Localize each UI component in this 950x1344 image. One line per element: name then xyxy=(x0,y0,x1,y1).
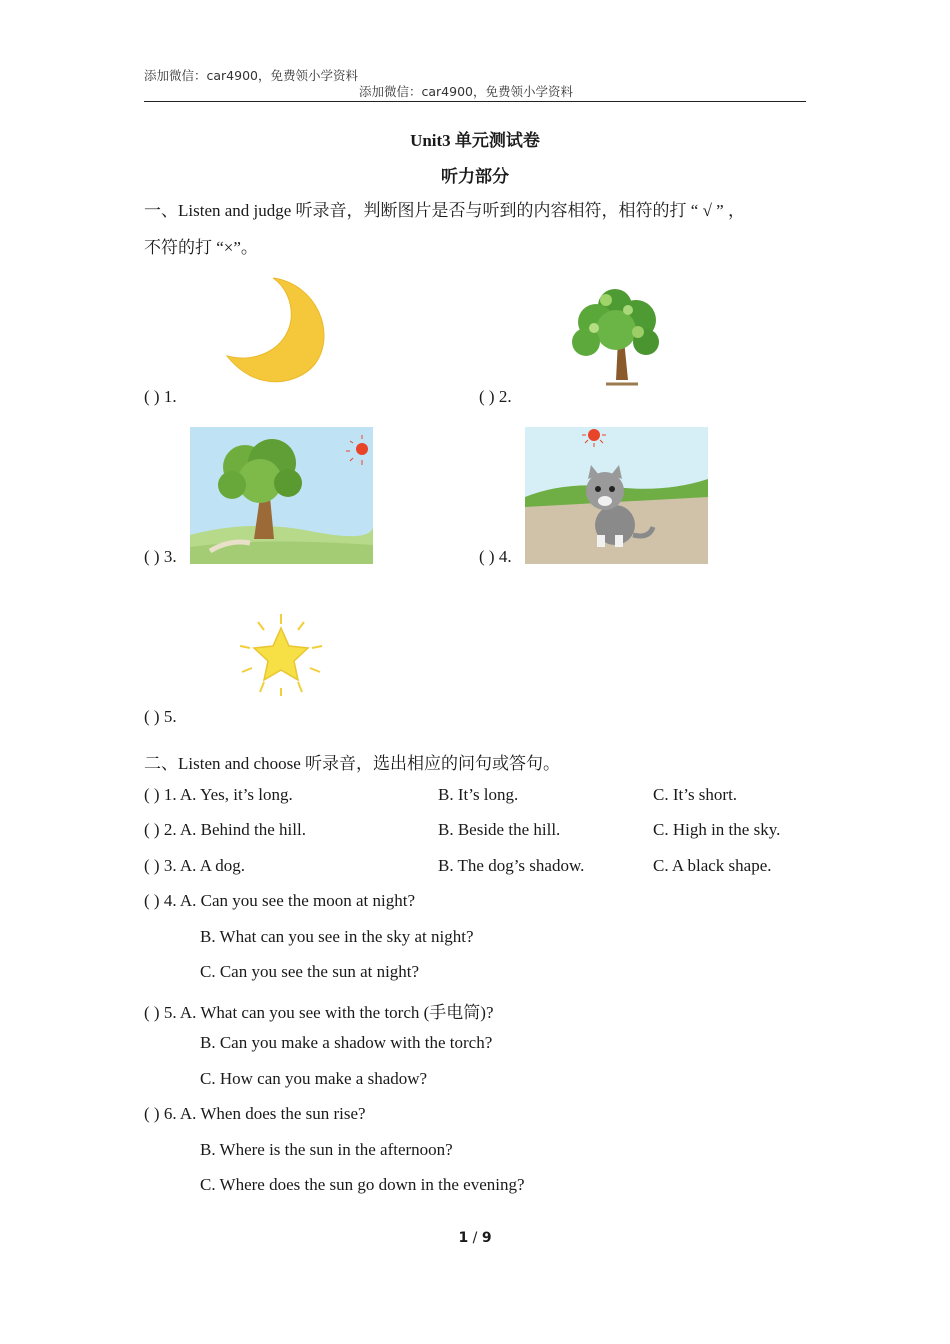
choose-option-4b: B. What can you see in the sky at night? xyxy=(200,927,474,946)
choose-option-2b: B. Beside the hill. xyxy=(438,820,561,839)
choose-question-6: ( ) 6. A. When does the sun rise? xyxy=(144,1104,366,1123)
choose-option-3b: B. The dog’s shadow. xyxy=(438,856,585,875)
watermark-top: 添加微信：car4900，免费领小学资料 xyxy=(144,68,358,83)
page-subtitle: 听力部分 xyxy=(441,167,509,186)
tree-hill-sun-picture xyxy=(190,427,373,564)
choose-option-1b: B. It’s long. xyxy=(438,785,519,804)
judge-item-3: ( ) 3. xyxy=(144,547,177,566)
moon-picture xyxy=(225,276,331,388)
judge-item-5: ( ) 5. xyxy=(144,707,177,726)
choose-option-6b: B. Where is the sun in the afternoon? xyxy=(200,1140,453,1159)
cat-road-sun-picture xyxy=(525,427,708,564)
page-current: 1 xyxy=(458,1230,469,1246)
watermark-header: 添加微信：car4900，免费领小学资料 xyxy=(359,84,573,99)
part2-instruction: 二、Listen and choose 听录音，选出相应的问句或答句。 xyxy=(144,754,560,773)
judge-item-4: ( ) 4. xyxy=(479,547,512,566)
choose-option-6c: C. Where does the sun go down in the evening? xyxy=(200,1175,525,1194)
choose-option-5b: B. Can you make a shadow with the torch? xyxy=(200,1033,493,1052)
choose-option-2c: C. High in the sky. xyxy=(653,820,781,839)
choose-option-1c: C. It’s short. xyxy=(653,785,738,804)
page-separator: / xyxy=(468,1230,482,1246)
choose-question-4: ( ) 4. A. Can you see the moon at night? xyxy=(144,891,416,910)
choose-question-5: ( ) 5. A. What can you see with the torch (手电筒)? xyxy=(144,1003,494,1022)
page-total: 9 xyxy=(481,1230,492,1246)
choose-option-5c: C. How can you make a shadow? xyxy=(200,1069,428,1088)
part1-instruction-line1: 一、Listen and judge 听录音，判断图片是否与听到的内容相符，相符的打 “ √ ” ， xyxy=(144,201,745,220)
header-rule xyxy=(144,101,806,102)
choose-question-1: ( ) 1. A. Yes, it’s long. xyxy=(144,785,293,804)
part1-instruction-line2: 不符的打 “×”。 xyxy=(144,238,258,257)
choose-question-3: ( ) 3. A. A dog. xyxy=(144,856,246,875)
star-picture xyxy=(236,612,326,698)
page-number xyxy=(0,1230,950,1246)
tree-picture xyxy=(566,280,664,388)
choose-option-4c: C. Can you see the sun at night? xyxy=(200,962,420,981)
page-title: Unit3 单元测试卷 xyxy=(410,131,540,150)
choose-option-3c: C. A black shape. xyxy=(653,856,772,875)
judge-item-2: ( ) 2. xyxy=(479,387,512,406)
judge-item-1: ( ) 1. xyxy=(144,387,177,406)
choose-question-2: ( ) 2. A. Behind the hill. xyxy=(144,820,306,839)
